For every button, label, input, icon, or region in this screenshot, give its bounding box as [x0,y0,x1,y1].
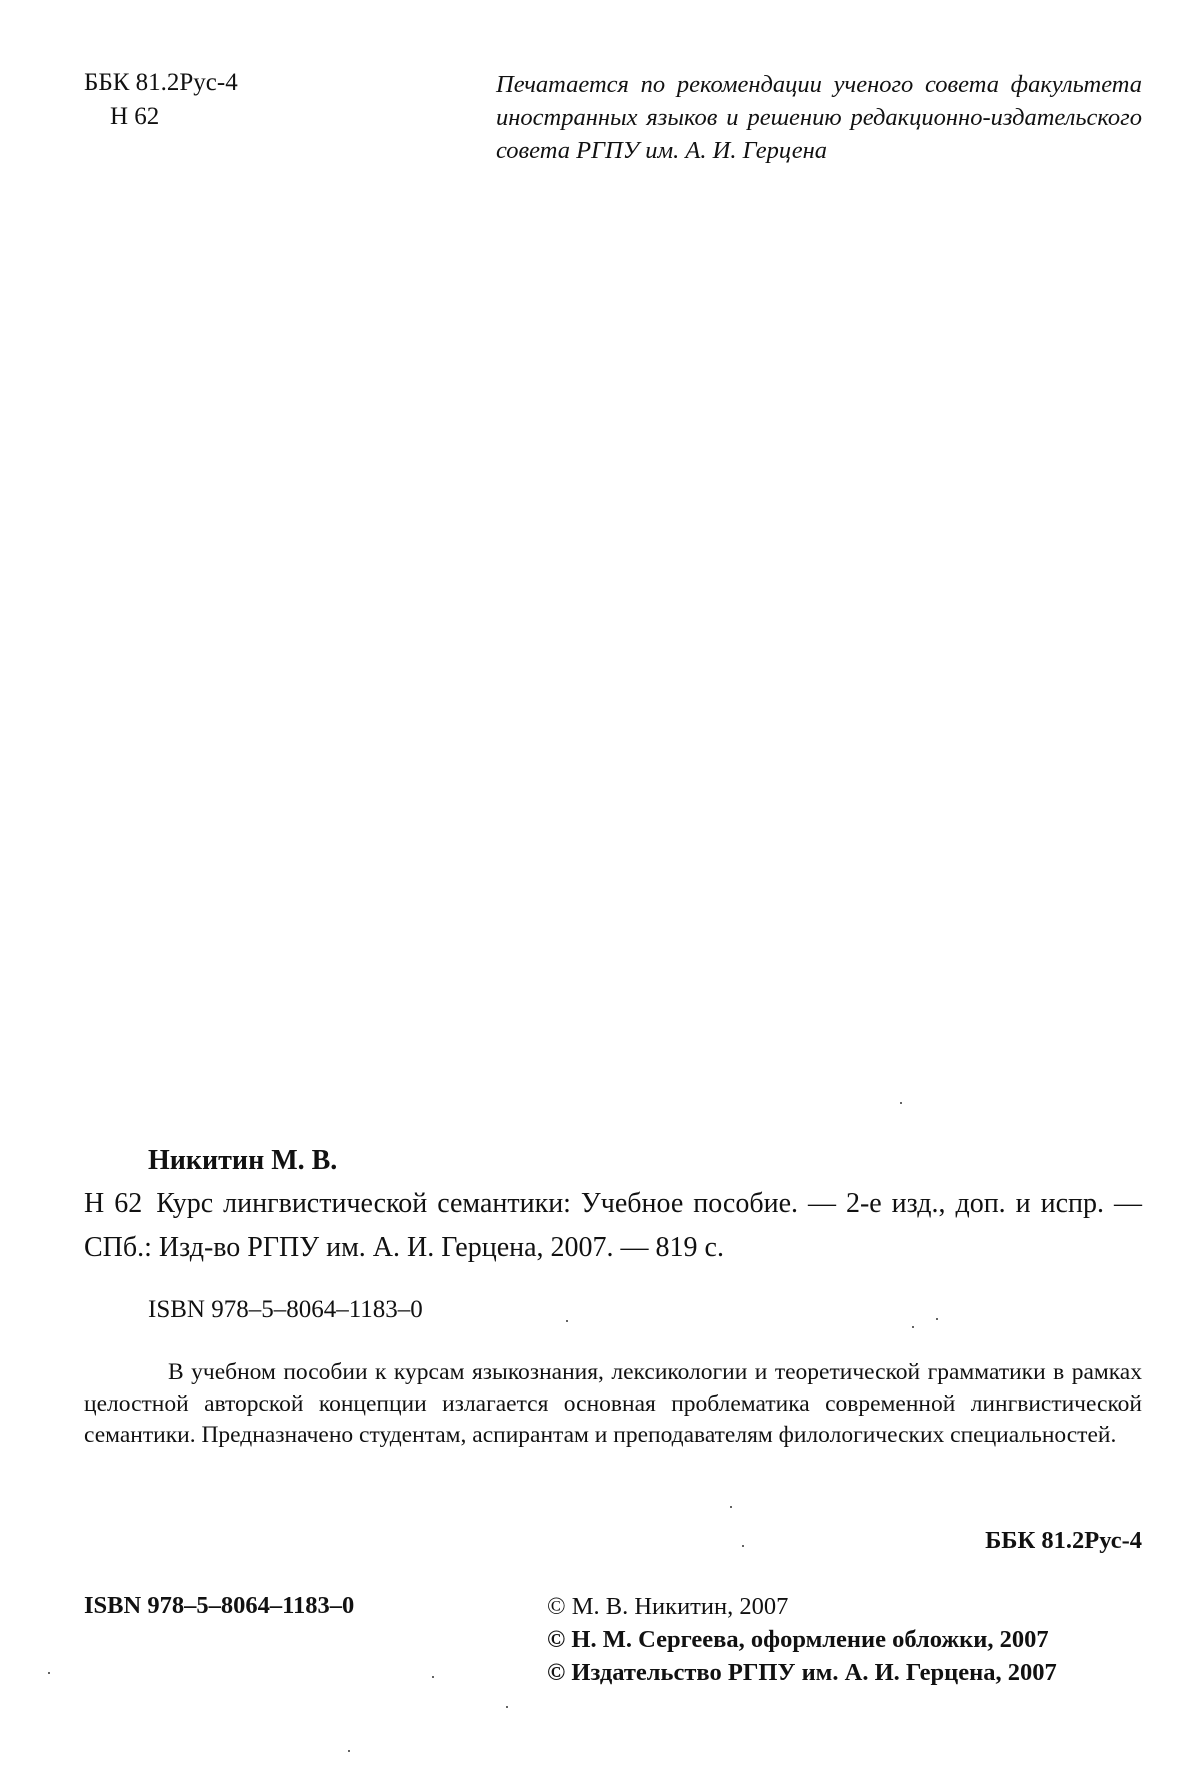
copyright-block [547,1590,1147,1689]
header-classification [84,66,238,134]
scan-speck [506,1706,508,1708]
scan-speck [348,1750,350,1752]
scan-speck [742,1545,744,1547]
bibliographic-description [84,1182,1142,1270]
copyright-cover: © Н. М. Сергеева, оформление обложки, 2007 [547,1626,1049,1653]
scan-speck [730,1506,732,1508]
bbk-code-bottom: ББК 81.2Рус-4 [985,1527,1142,1554]
bbk-code-top: ББК 81.2Рус-4 [84,69,238,96]
scan-speck [566,1320,568,1322]
call-number: Н 62 [84,1188,143,1219]
copyright-author: © М. В. Никитин, 2007 [547,1593,789,1620]
annotation-paragraph: В учебном пособии к курсам языкознания, лексикологии и теоретической грамматики в рамках целостной авторской концепции излагается основная проблематика современной лингвистической семантики. Предназначено студентам, аспирантам и преподавателям филологических специальностей. [84,1359,1142,1448]
isbn-main: ISBN 978–5–8064–1183–0 [148,1296,423,1323]
book-description: Курс лингвистической семантики: Учебное пособие. — 2-е изд., доп. и испр. — СПб.: Изд-во РГПУ им. А. И. Герцена, 2007. — 819 с. [84,1188,1142,1263]
scan-speck [432,1676,434,1678]
author-mark-top: Н 62 [110,103,160,130]
scan-speck [912,1326,914,1328]
author-name: Никитин М. В. [148,1145,338,1176]
copyright-publisher: © Издательство РГПУ им. А. И. Герцена, 2007 [547,1659,1057,1686]
isbn-bottom: ISBN 978–5–8064–1183–0 [84,1592,355,1619]
publication-approval-note: Печатается по рекомендации ученого совета факультета иностранных языков и решению редакционно-издательского совета РГПУ им. А. И. Герцена [496,71,1142,164]
scan-speck [900,1102,902,1104]
scan-speck [48,1672,50,1674]
scan-speck [936,1318,938,1320]
